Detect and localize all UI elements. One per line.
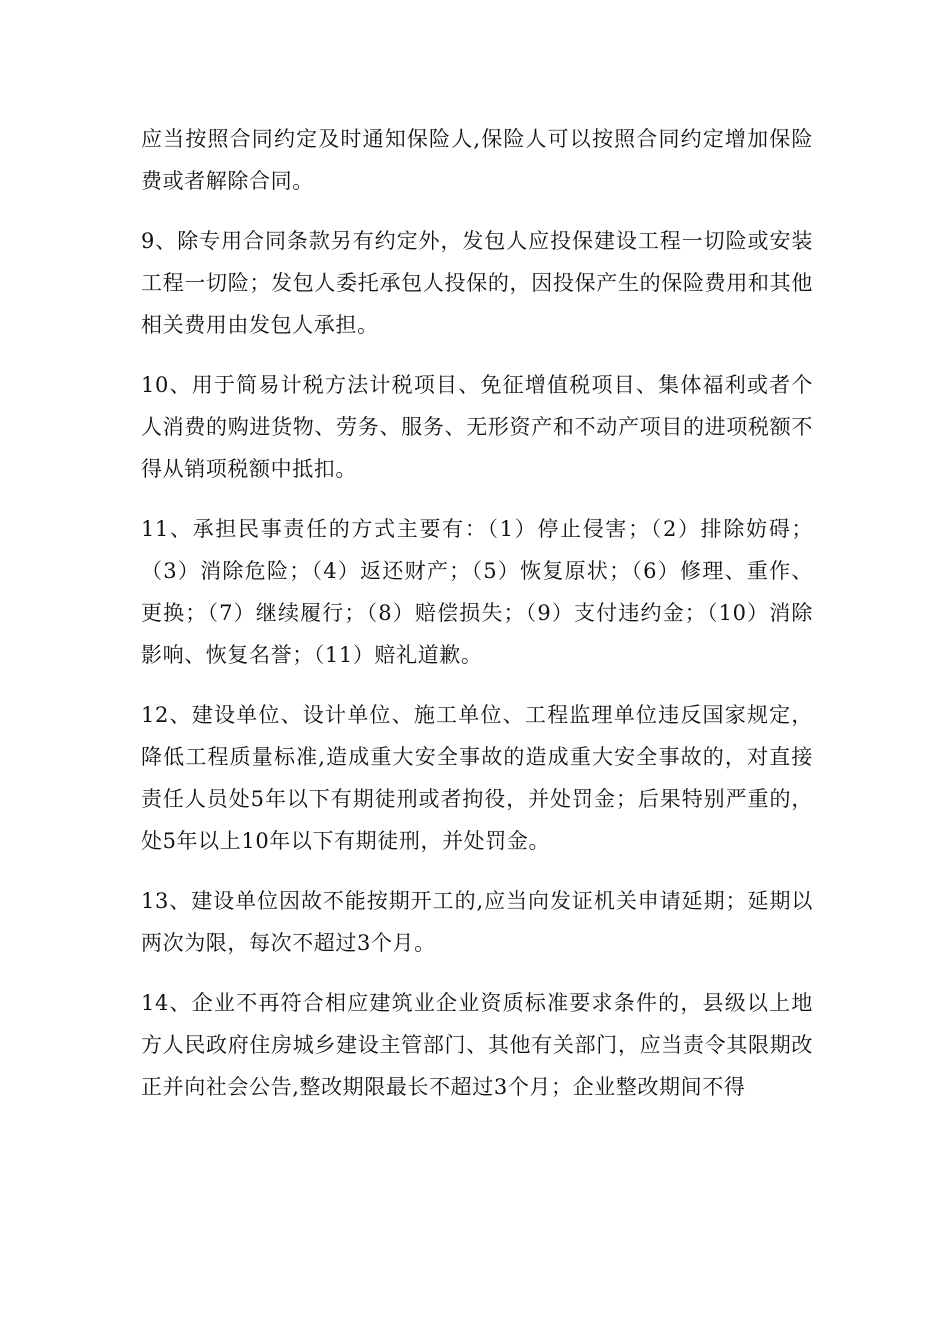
paragraph-item-14: 14、企业不再符合相应建筑业企业资质标准要求条件的，县级以上地方人民政府住房城乡建设主管部门、其他有关部门，应当责令其限期改正并向社会公告,整改期限最长不超过3个月；企业整改期间不得	[141, 991, 813, 1099]
paragraph-item-9: 9、除专用合同条款另有约定外，发包人应投保建设工程一切险或安装工程一切险；发包人委托承包人投保的，因投保产生的保险费用和其他相关费用由发包人承担。	[141, 229, 813, 337]
paragraph-item-12: 12、建设单位、设计单位、施工单位、工程监理单位违反国家规定，降低工程质量标准,造成重大安全事故的造成重大安全事故的，对直接责任人员处5年以下有期徒刑或者拘役，并处罚金；后果特别严重的，处5年以上10年以下有期徒刑，并处罚金。	[141, 703, 813, 853]
paragraph-item-10: 10、用于简易计税方法计税项目、免征增值税项目、集体福利或者个人消费的购进货物、劳务、服务、无形资产和不动产项目的进项税额不得从销项税额中抵扣。	[141, 373, 813, 481]
document-body	[141, 118, 813, 1108]
paragraph-item-13: 13、建设单位因故不能按期开工的,应当向发证机关申请延期；延期以两次为限，每次不超过3个月。	[141, 889, 813, 955]
paragraph-item-11: 11、承担民事责任的方式主要有：（1）停止侵害；（2）排除妨碍；（3）消除危险；（4）返还财产；（5）恢复原状；（6）修理、重作、更换；（7）继续履行；（8）赔偿损失；（9）支付违约金；（10）消除影响、恢复名誉；（11）赔礼道歉。	[141, 517, 813, 667]
paragraph-insurance-notice: 应当按照合同约定及时通知保险人,保险人可以按照合同约定增加保险费或者解除合同。	[141, 127, 813, 193]
